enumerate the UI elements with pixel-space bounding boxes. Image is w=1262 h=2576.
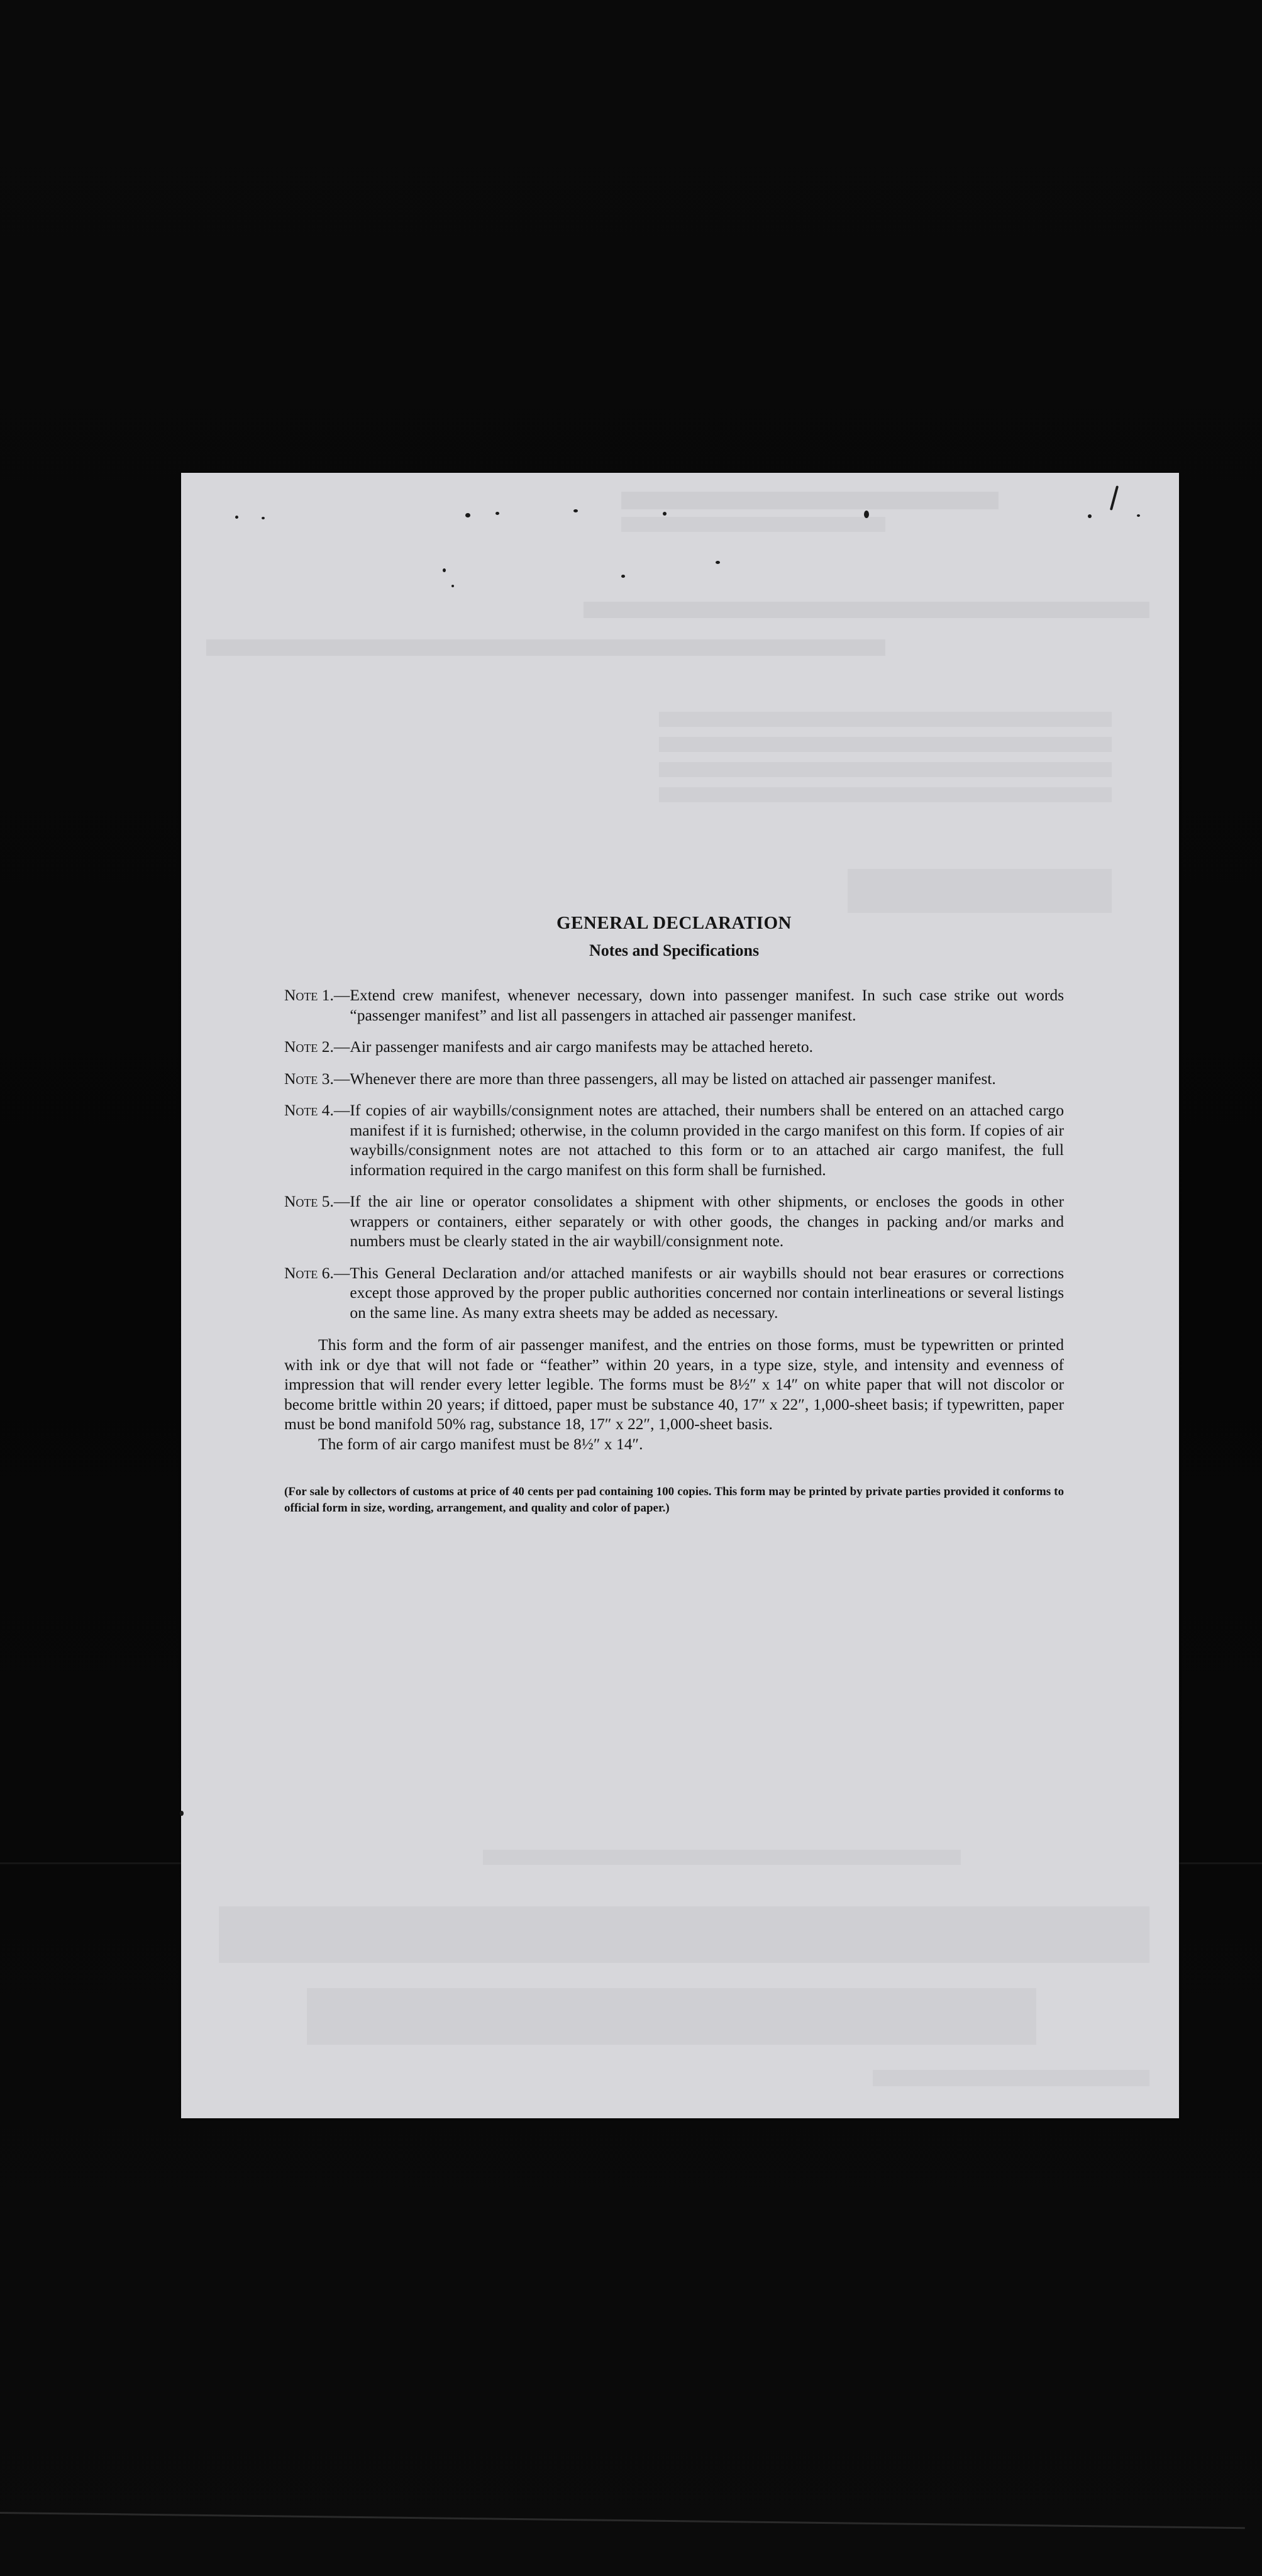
note-dash: — — [333, 1263, 350, 1282]
note-item — [284, 1100, 1064, 1180]
ink-speck — [573, 509, 578, 512]
note-text: Whenever there are more than three passengers, all may be listed on attached air passenger manifest. — [350, 1069, 996, 1088]
note-text: Air passenger manifests and air cargo manifests may be attached hereto. — [350, 1037, 814, 1056]
ink-speck — [235, 516, 238, 519]
note-label: Note 1. — [284, 986, 334, 1004]
bleed-through-block — [219, 1906, 1149, 1963]
declaration-notes — [284, 913, 1064, 1528]
ink-speck — [663, 512, 667, 516]
ink-speck — [1137, 514, 1140, 517]
ink-speck — [262, 517, 265, 519]
note-text: This General Declaration and/or attached manifests or air waybills should not bear erasures or corrections except those approved by the proper public authorities concerned nor contain interlineations or several listings on the same line. As many extra sheets may be added as necessary. — [350, 1263, 1064, 1322]
note-label: Note 2. — [284, 1037, 334, 1056]
note-text: If copies of air waybills/consignment notes are attached, their numbers shall be entered on an attached cargo manifest if it is furnished; otherwise, in the column provided in the cargo manifest on this form. If copies of air waybills/consignment notes are not attached to this form or to an attached air cargo manifest, the full information required in the cargo manifest on this form shall be furnished. — [350, 1101, 1064, 1179]
note-text: If the air line or operator consolidates a shipment with other shipments, or encloses the goods in other wrappers or containers, either separately or with other goods, the changes in packing and/or marks and numbers must be clearly stated in the air waybill/consignment note. — [350, 1192, 1064, 1250]
note-item — [284, 1037, 1064, 1057]
bleed-through-block — [483, 1850, 961, 1865]
ink-speck — [465, 513, 470, 517]
ink-speck — [1110, 485, 1119, 511]
ink-speck — [1088, 514, 1092, 518]
cargo-manifest-size: The form of air cargo manifest must be 8½″ x 14″. — [318, 1434, 643, 1453]
ink-speck — [180, 1811, 184, 1816]
page-subtitle: Notes and Specifications — [589, 941, 760, 959]
note-label: Note 4. — [284, 1101, 334, 1119]
note-item — [284, 1191, 1064, 1251]
bleed-through-block — [621, 492, 999, 509]
note-label: Note 5. — [284, 1192, 334, 1210]
note-label: Note 6. — [284, 1263, 334, 1282]
ink-speck — [495, 512, 499, 515]
ink-speck — [451, 585, 454, 587]
bleed-through-block — [873, 2070, 1149, 2086]
note-item — [284, 985, 1064, 1025]
note-item — [284, 1069, 1064, 1089]
sale-notice: (For sale by collectors of customs at price of 40 cents per pad containing 100 copies. This form may be printed by private parties provided it conforms to official form in size, wording, arrangement, and quality and color of paper.) — [284, 1485, 1064, 1515]
bleed-through-block — [848, 869, 1112, 913]
page-title: GENERAL DECLARATION — [556, 913, 792, 933]
bleed-through-block — [659, 762, 1112, 777]
bleed-through-block — [659, 787, 1112, 802]
ink-speck — [864, 511, 869, 518]
note-dash: — — [333, 986, 350, 1004]
bleed-through-block — [659, 737, 1112, 752]
ink-speck — [443, 568, 446, 572]
note-dash: — — [333, 1037, 350, 1056]
note-dash: — — [333, 1069, 350, 1088]
bleed-through-block — [584, 602, 1149, 618]
bleed-through-block — [659, 712, 1112, 727]
ink-speck — [716, 561, 720, 564]
note-label: Note 3. — [284, 1069, 334, 1088]
bleed-through-block — [621, 517, 885, 532]
note-dash: — — [333, 1192, 350, 1210]
note-dash: — — [333, 1101, 350, 1119]
note-item — [284, 1263, 1064, 1323]
bleed-through-block — [307, 1988, 1036, 2045]
ink-speck — [621, 575, 625, 578]
note-text: Extend crew manifest, whenever necessary, down into passenger manifest. In such case strike out words “passenger manifest” and list all passengers in attached air passenger manifest. — [350, 986, 1064, 1024]
specification-paragraph: This form and the form of air passenger manifest, and the entries on those forms, must be typewritten or printed with ink or dye that will not fade or “feather” within 20 years, in a type size, style, and intensity and evenness of impression that will render every letter legible. The forms must be 8½″ x 14″ on white paper that will not discolor or become brittle within 20 years; if dittoed, paper must be substance 40, 17″ x 22″, 1,000-sheet basis; if typewritten, paper must be bond manifold 50% rag, substance 18, 17″ x 22″, 1,000-sheet basis. — [284, 1335, 1064, 1433]
bleed-through-block — [206, 639, 885, 656]
